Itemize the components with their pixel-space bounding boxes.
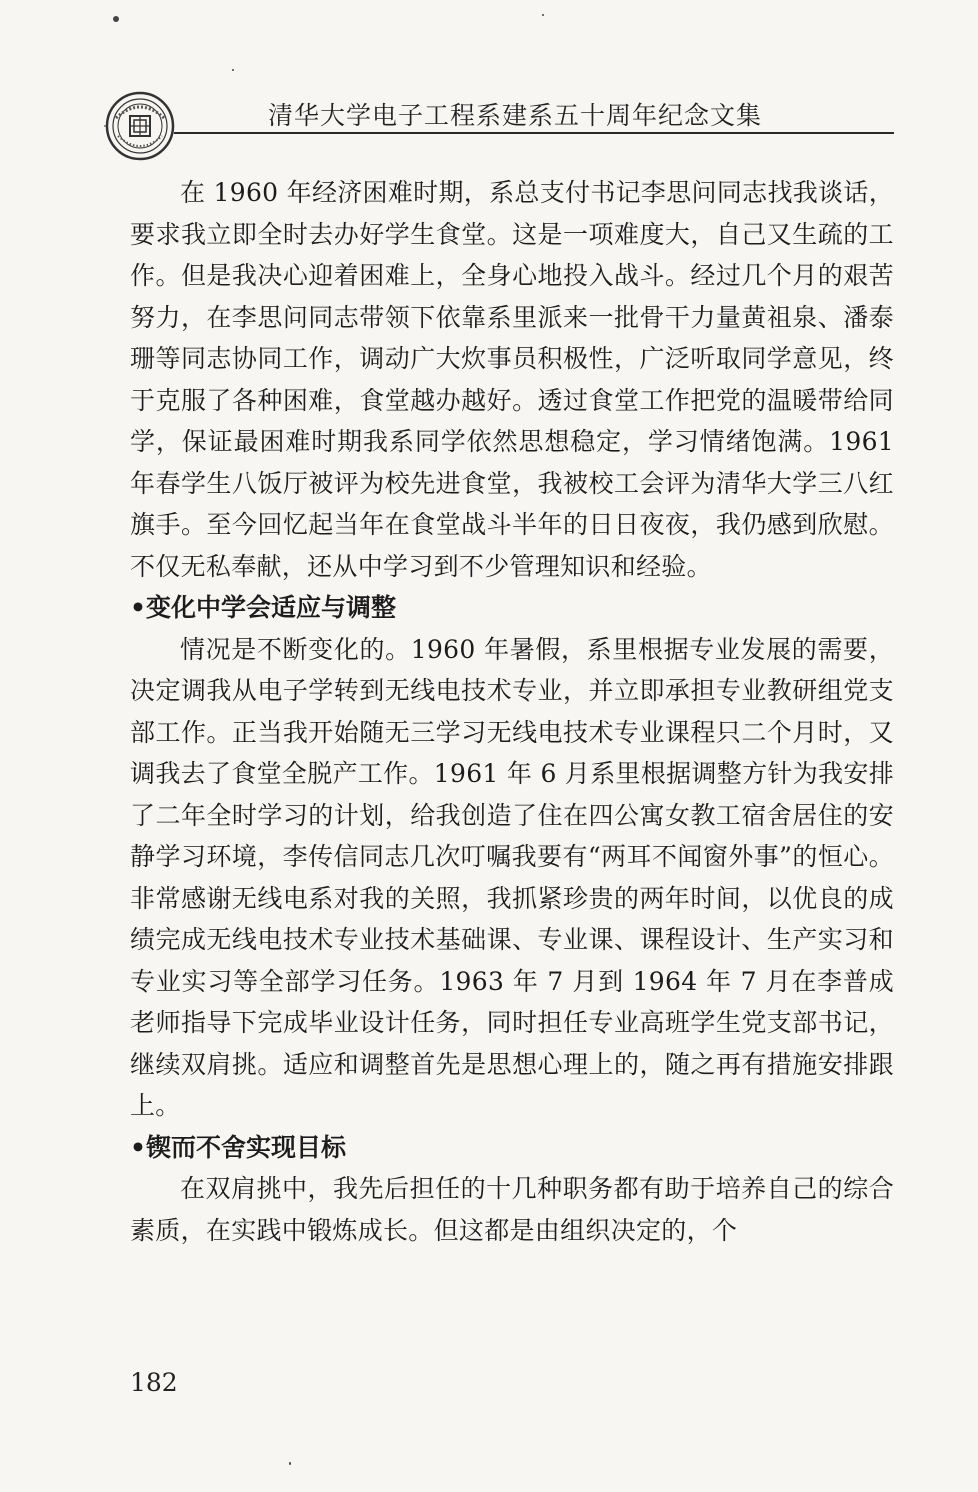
section-heading-text: 锲而不舍实现目标 bbox=[146, 1132, 347, 1162]
section-heading-text: 变化中学会适应与调整 bbox=[146, 593, 397, 622]
university-seal-logo bbox=[104, 90, 176, 162]
running-header bbox=[104, 90, 894, 162]
paragraph: 在 1960 年经济困难时期，系总支付书记李思问同志找我谈话，要求我立即全时去办好学生食堂。这是一项难度大，自己又生疏的工作。但是我决心迎着困难上，全身心地投入战斗。经过几个月的艰苦努力，在李思问同志带领下依靠系里派来一批骨干力量黄祖泉、潘泰珊等同志协同工作，调动广大炊事员积极性，广泛听取同学意见，终于克服了各种困难，食堂越办越好。透过食堂工作把党的温暖带给同学，保证最困难时期我系同学依然思想稳定，学习情绪饱满。1961 年春学生八饭厅被评为校先进食堂，我被校工会评为清华大学三八红旗手。至今回忆起当年在食堂战斗半年的日日夜夜，我仍感到欣慰。不仅无私奉献，还从中学习到不少管理知识和经验。 bbox=[130, 178, 894, 581]
scan-speck bbox=[232, 69, 234, 71]
header-rule bbox=[174, 132, 894, 134]
page-body bbox=[130, 172, 894, 1251]
header-title: 清华大学电子工程系建系五十周年纪念文集 bbox=[268, 101, 763, 130]
bullet-icon: • bbox=[130, 1132, 146, 1162]
page-number: 182 bbox=[130, 1368, 178, 1397]
scan-speck bbox=[542, 14, 544, 16]
scan-speck bbox=[113, 16, 119, 22]
section-heading bbox=[130, 1127, 894, 1169]
section-heading bbox=[130, 587, 894, 629]
paragraph: 在双肩挑中，我先后担任的十几种职务都有助于培养自己的综合素质，在实践中锻炼成长。但这都是由组织决定的，个 bbox=[130, 1174, 894, 1245]
bullet-icon: • bbox=[130, 593, 146, 622]
scan-speck bbox=[289, 1462, 291, 1465]
paragraph: 情况是不断变化的。1960 年暑假，系里根据专业发展的需要，决定调我从电子学转到无线电技术专业，并立即承担专业教研组党支部工作。正当我开始随无三学习无线电技术专业课程只二个月时，又调我去了食堂全脱产工作。1961 年 6 月系里根据调整方针为我安排了二年全时学习的计划，给我创造了住在四公寓女教工宿舍居住的安静学习环境，李传信同志几次叮嘱我要有“两耳不闻窗外事”的恒心。非常感谢无线电系对我的关照，我抓紧珍贵的两年时间，以优良的成绩完成无线电技术专业技术基础课、专业课、课程设计、生产实习和专业实习等全部学习任务。1963 年 7 月到 1964 年 7 月在李普成老师指导下完成毕业设计任务，同时担任专业高班学生党支部书记，继续双肩挑。适应和调整首先是思想心理上的，随之再有措施安排跟上。 bbox=[130, 634, 894, 1120]
